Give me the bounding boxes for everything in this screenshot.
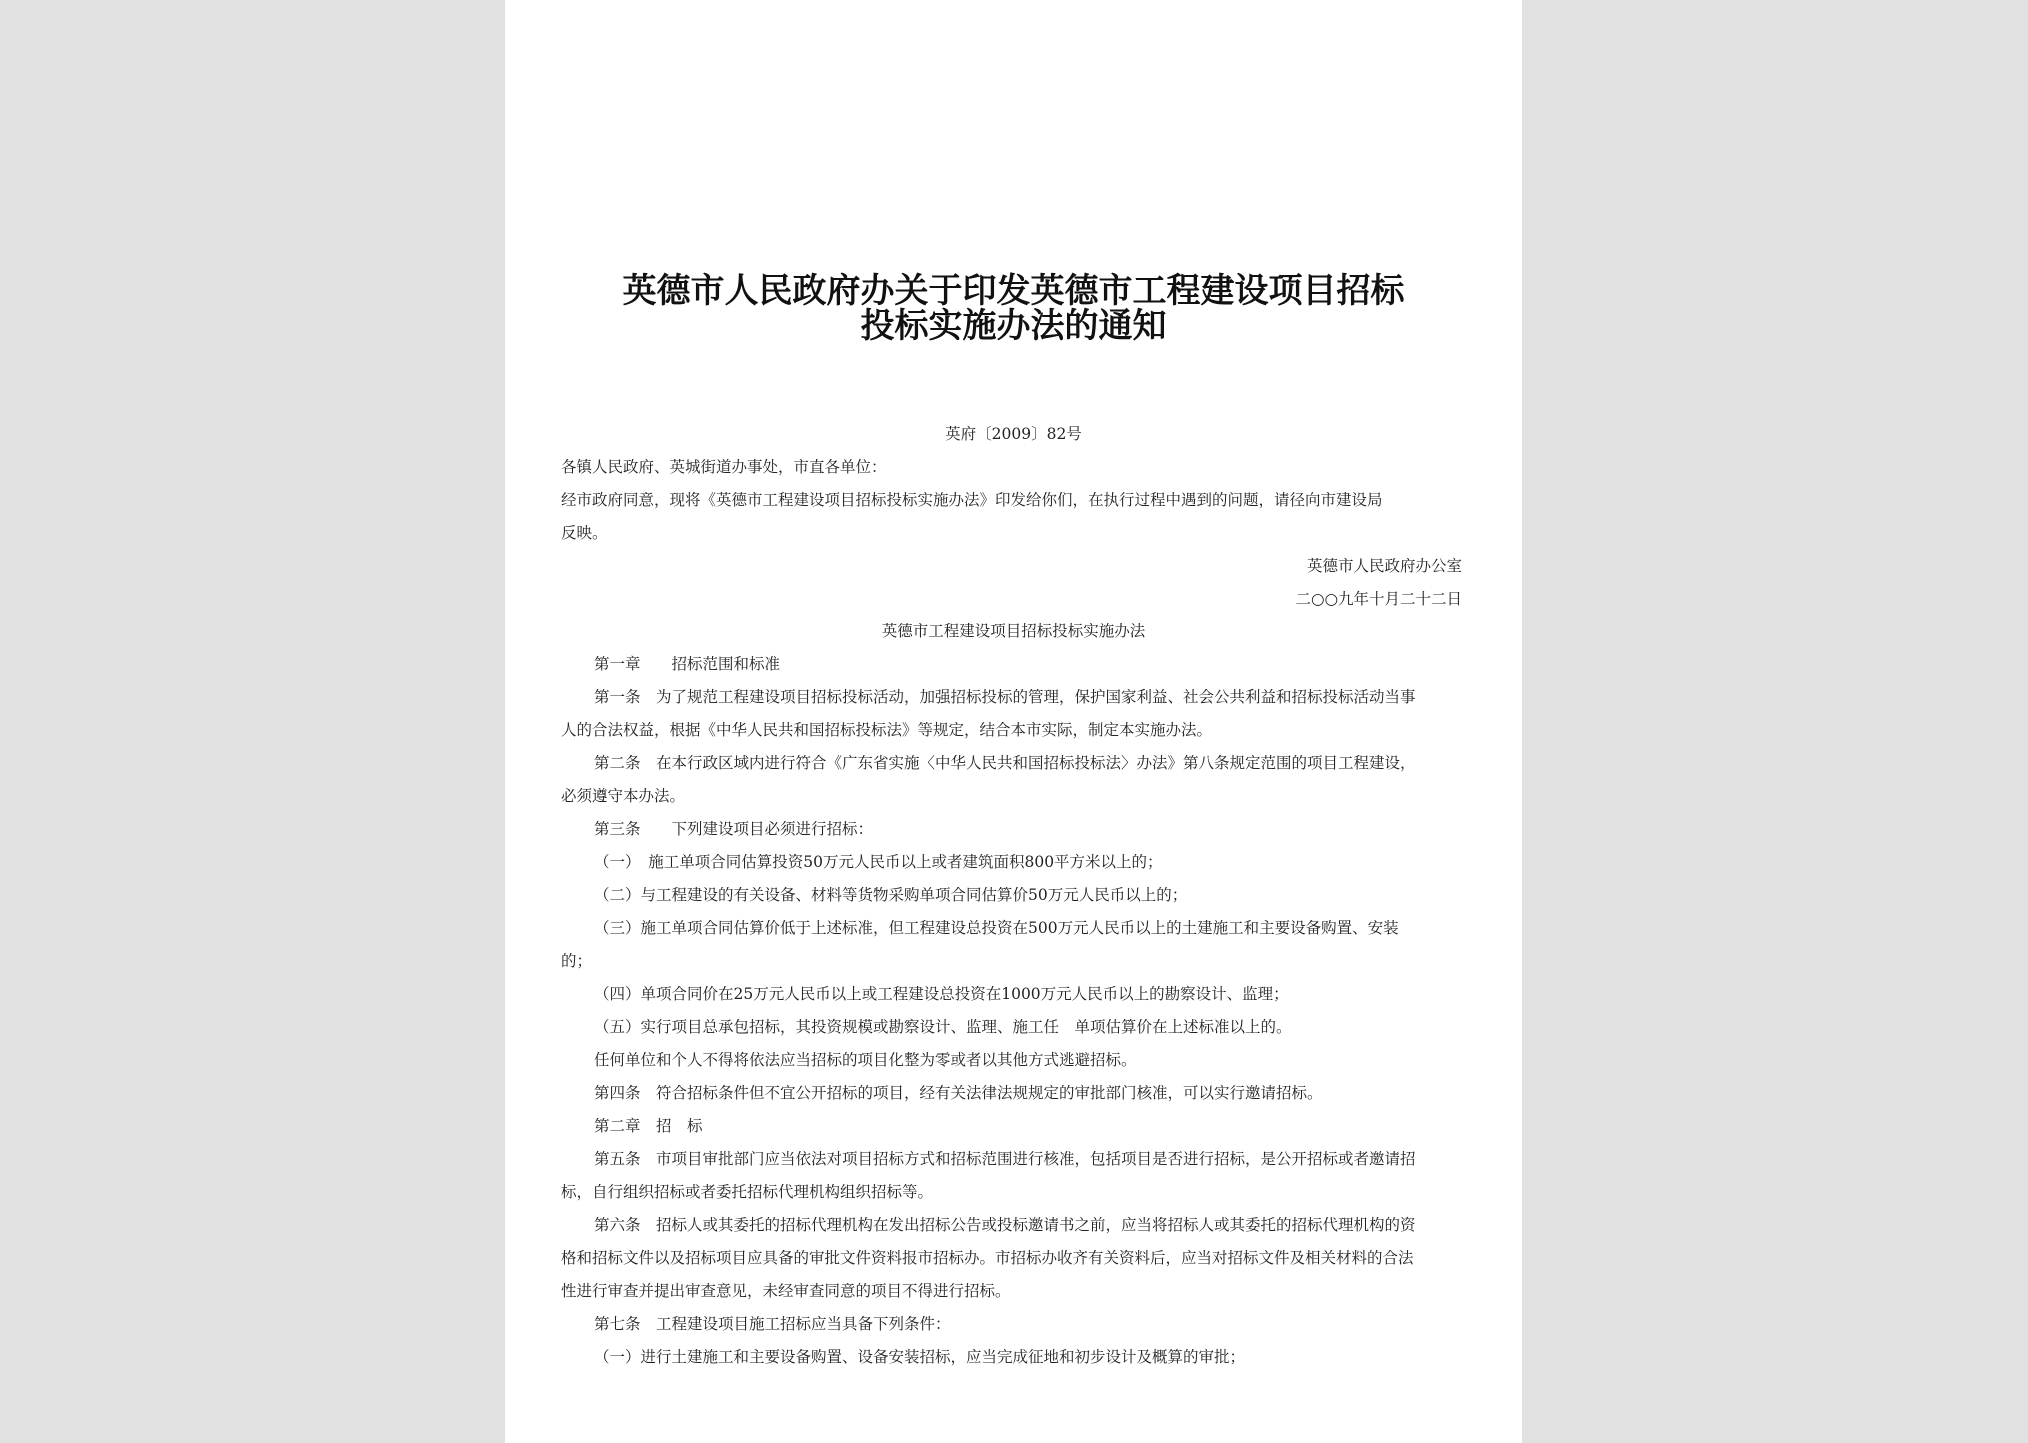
body-line: （四）单项合同价在25万元人民币以上或工程建设总投资在1000万元人民币以上的勘察设计、监理； — [594, 985, 1289, 1003]
body-line: （二）与工程建设的有关设备、材料等货物采购单项合同估算价50万元人民币以上的； — [594, 886, 1188, 904]
addressee: 各镇人民政府、英城街道办事处，市直各单位： — [561, 458, 887, 476]
intro-line-1: 经市政府同意，现将《英德市工程建设项目招标投标实施办法》印发给你们，在执行过程中遇到的问题，请径向市建设局 — [561, 491, 1383, 509]
document-number: 英府〔2009〕82号 — [945, 425, 1082, 443]
body-line: （一）进行土建施工和主要设备购置、设备安装招标，应当完成征地和初步设计及概算的审批； — [594, 1348, 1246, 1366]
body-line: （五）实行项目总承包招标，其投资规模或勘察设计、监理、施工任 单项估算价在上述标准以上的。 — [594, 1018, 1292, 1036]
body-line: 格和招标文件以及招标项目应具备的审批文件资料报市招标办。市招标办收齐有关资料后，应当对招标文件及相关材料的合法 — [561, 1249, 1414, 1267]
body-line: 任何单位和个人不得将依法应当招标的项目化整为零或者以其他方式逃避招标。 — [594, 1051, 1137, 1069]
document-title-line-2: 投标实施办法的通知 — [860, 306, 1167, 346]
body-line: 第二条 在本行政区域内进行符合《广东省实施〈中华人民共和国招标投标法〉办法》第八条规定范围的项目工程建设， — [594, 754, 1416, 772]
body-line: 性进行审查并提出审查意见，未经审查同意的项目不得进行招标。 — [561, 1282, 1011, 1300]
body-line: 第二章 招 标 — [594, 1117, 703, 1135]
issuer: 英德市人民政府办公室 — [1306, 557, 1462, 575]
body-line: 第一章 招标范围和标准 — [594, 655, 781, 673]
body-line: 第一条 为了规范工程建设项目招标投标活动，加强招标投标的管理，保护国家利益、社会公共利益和招标投标活动当事 — [594, 688, 1416, 706]
body-line: 人的合法权益，根据《中华人民共和国招标投标法》等规定，结合本市实际，制定本实施办法。 — [561, 721, 1213, 739]
document-title-line-1: 英德市人民政府办关于印发英德市工程建设项目招标 — [622, 271, 1405, 311]
regulation-title: 英德市工程建设项目招标投标实施办法 — [881, 622, 1146, 640]
issue-date: 二○○九年十月二十二日 — [1295, 590, 1462, 608]
body-line: 第三条 下列建设项目必须进行招标： — [594, 820, 874, 838]
body-line: 的； — [561, 952, 593, 970]
body-line: 标，自行组织招标或者委托招标代理机构组织招标等。 — [561, 1183, 934, 1201]
document-page — [505, 0, 1522, 1443]
body-line: 必须遵守本办法。 — [561, 787, 686, 805]
body-line: 第七条 工程建设项目施工招标应当具备下列条件： — [594, 1315, 951, 1333]
body-line: 第五条 市项目审批部门应当依法对项目招标方式和招标范围进行核准，包括项目是否进行招标，是公开招标或者邀请招 — [594, 1150, 1416, 1168]
body-line: 第六条 招标人或其委托的招标代理机构在发出招标公告或投标邀请书之前，应当将招标人或其委托的招标代理机构的资 — [594, 1216, 1416, 1234]
intro-line-2: 反映。 — [561, 524, 608, 542]
body-line: 第四条 符合招标条件但不宜公开招标的项目，经有关法律法规规定的审批部门核准，可以实行邀请招标。 — [594, 1084, 1323, 1102]
body-line: （三）施工单项合同估算价低于上述标准，但工程建设总投资在500万元人民币以上的土建施工和主要设备购置、安装 — [594, 919, 1399, 937]
body-line: （一） 施工单项合同估算投资50万元人民币以上或者建筑面积800平方米以上的； — [594, 853, 1163, 871]
